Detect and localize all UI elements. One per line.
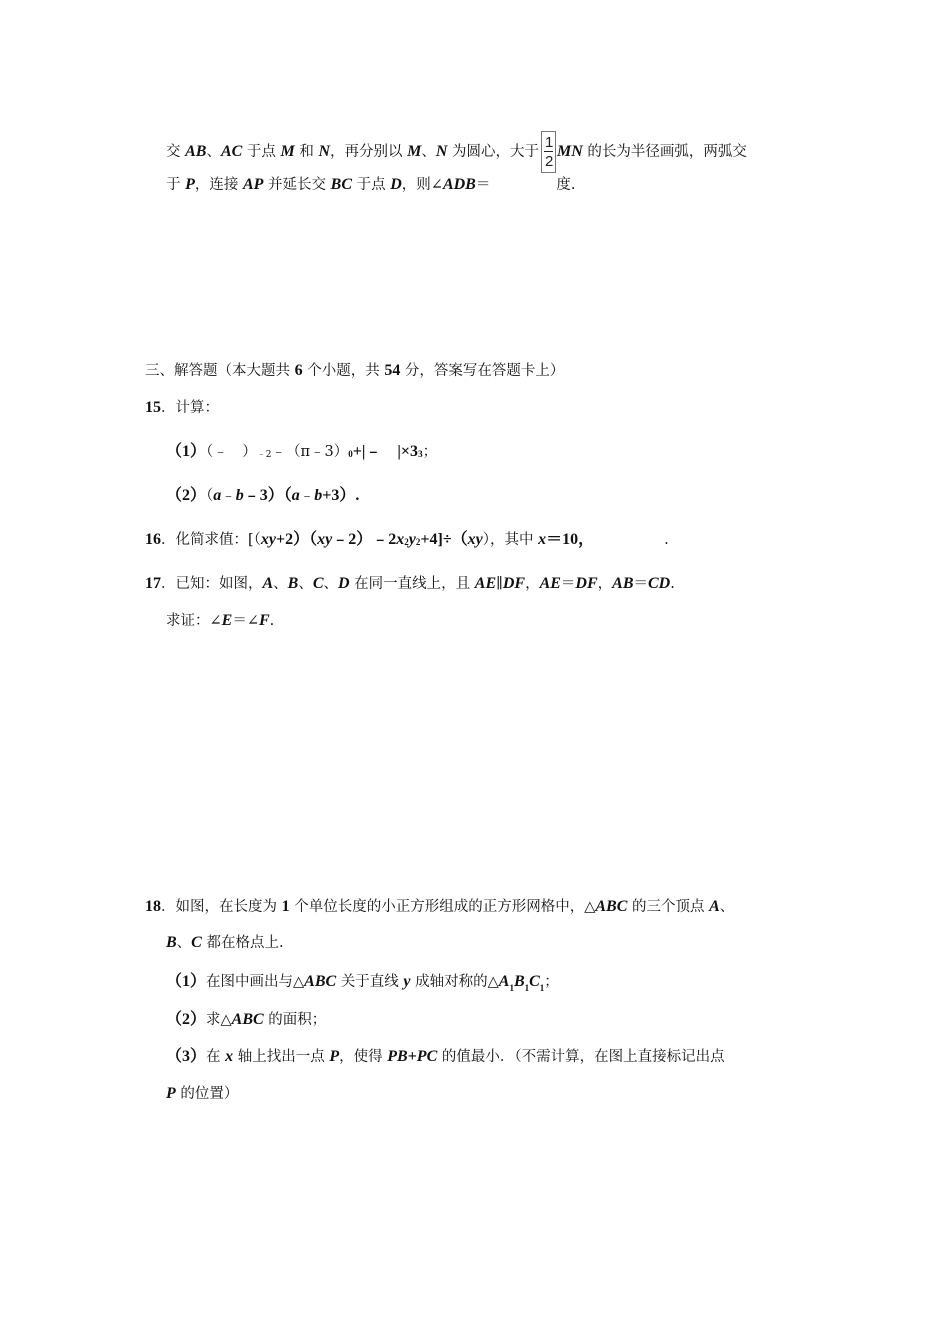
- q16: 16．化简求值：[（xy+2）（xy﹣2）﹣2x2y2+4]÷（xy），其中 x＝10， .: [145, 531, 669, 548]
- q15-part1: （1）（﹣ ）﹣2﹣（π﹣3）0+|﹣ |×33；: [166, 443, 438, 460]
- q17: 17．已知：如图，A、B、C、D 在同一直线上，且 AE∥DF，AE＝DF，AB＝CD.: [145, 575, 675, 592]
- q18-part1: （1）在图中画出与△ABC 关于直线 y 成轴对称的$\triangle A_1B_1C_1$；: [166, 973, 559, 993]
- q18-part3: （3）在 x 轴上找出一点 P，使得 PB+PC 的值最小．（不需计算，在图上直接标记出点: [166, 1048, 725, 1065]
- q15-title: 15．计算：: [145, 399, 219, 416]
- q14-line1: 交 AB、AC 于点 M 和 N，再分别以 M、N 为圆心，大于 $\frac{1}{2}$ MN 的长为半径画弧，两弧交: [166, 131, 747, 173]
- section-3-heading: 三、解答题（本大题共 6 个小题，共 54 分，答案写在答题卡上）: [145, 362, 565, 379]
- q18-part2: （2）求△ABC 的面积；: [166, 1011, 327, 1028]
- q18-part3-cont: P 的位置）: [166, 1085, 239, 1102]
- q18-line2: B、C 都在格点上.: [166, 934, 284, 951]
- q18-line1: 18．如图，在长度为 1 个单位长度的小正方形组成的正方形网格中，△ABC 的三个顶点 A、: [145, 898, 735, 915]
- q14-line2: 于 P，连接 AP 并延长交 BC 于点 D，则∠ADB＝ 度.: [166, 176, 576, 193]
- q15-part2: （2）（a﹣b﹣3）（a﹣b+3）.: [166, 487, 360, 504]
- half-fraction: $\frac{1}{2}$: [541, 131, 556, 173]
- q17-proof: 求证：∠E＝∠F.: [166, 612, 275, 629]
